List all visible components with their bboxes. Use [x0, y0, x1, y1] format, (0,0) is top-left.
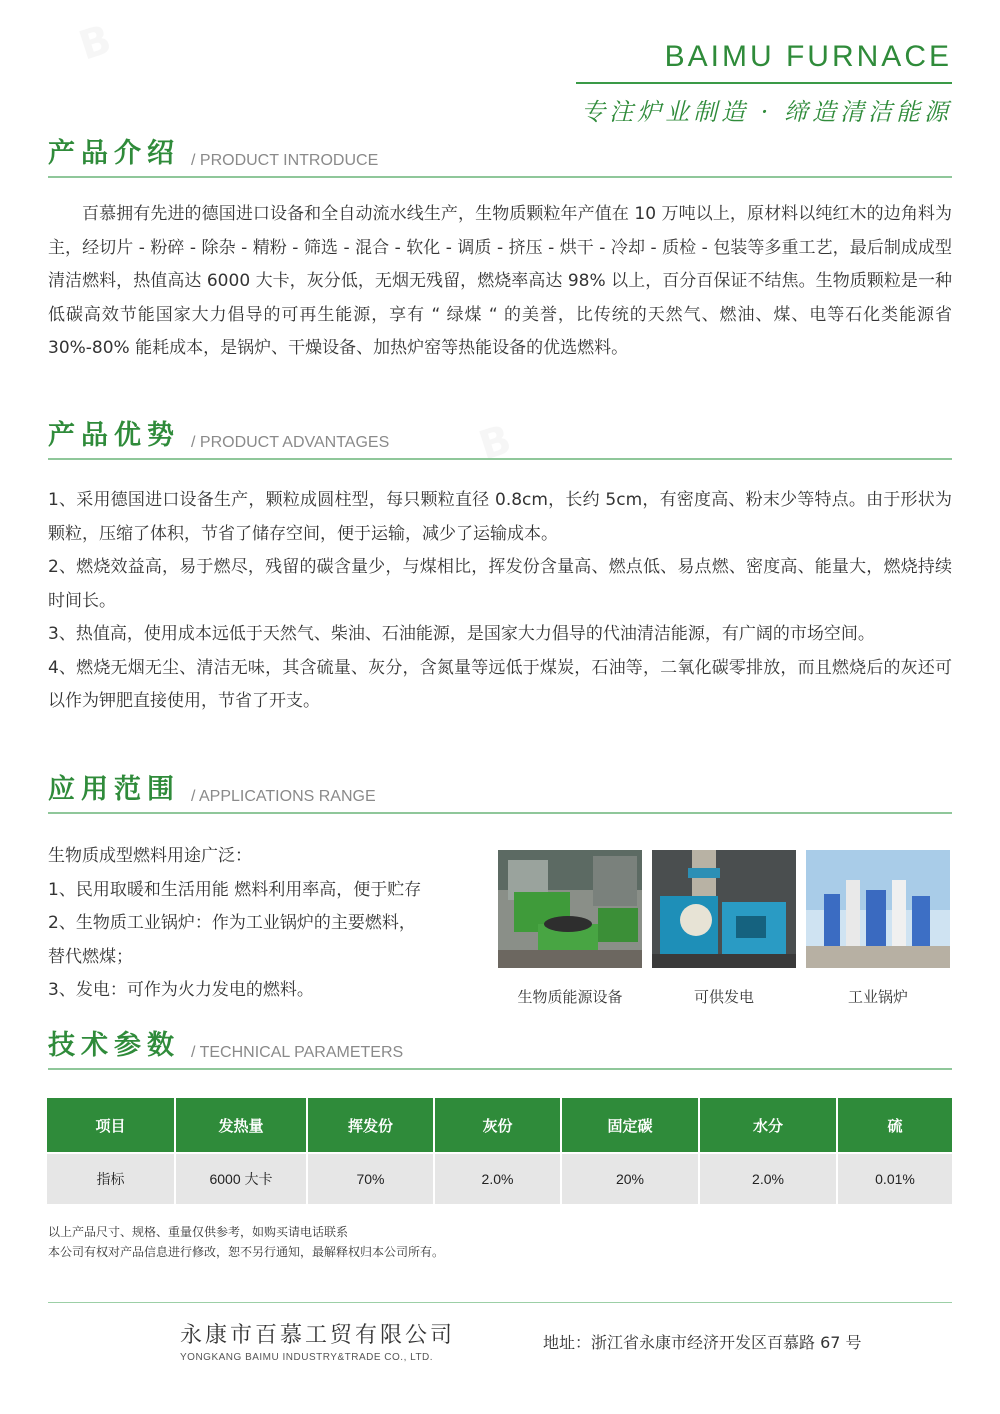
section-divider: [48, 176, 952, 178]
brand-tagline: 专注炉业制造 · 缔造清洁能源: [581, 98, 952, 126]
section-intro-heading: [48, 138, 952, 174]
section-title-cn: 产品介绍: [48, 138, 180, 169]
table-header-cell: 固定碳: [561, 1098, 699, 1152]
section-advantages-heading: [48, 420, 952, 456]
advantage-item: 2、燃烧效益高，易于燃尽，残留的碳含量少，与煤相比，挥发份含量高、燃点低、易点燃、密度高、能量大，燃烧持续时间长。: [48, 557, 952, 611]
footer-divider: [48, 1302, 952, 1303]
advantages-list: [48, 484, 952, 719]
section-divider: [48, 1068, 952, 1070]
watermark: [74, 16, 117, 69]
note-line: 本公司有权对产品信息进行修改，恕不另行通知，最解释权归本公司所有。: [48, 1245, 445, 1259]
company-name-cn: 永康市百慕工贸有限公司: [180, 1323, 456, 1348]
photo-caption: 工业锅炉: [847, 988, 908, 1006]
table-header-cell: 挥发份: [307, 1098, 434, 1152]
table-cell: 70%: [307, 1154, 434, 1204]
table-header-cell: 发热量: [175, 1098, 307, 1152]
photo-biomass-equipment: [498, 850, 642, 968]
section-title-en: / APPLICATIONS RANGE: [191, 788, 376, 805]
company-name-en: YONGKANG BAIMU INDUSTRY&TRADE CO., LTD.: [180, 1352, 434, 1363]
table-header-cell: 水分: [699, 1098, 837, 1152]
company-address: 地址：浙江省永康市经济开发区百慕路 67 号: [543, 1333, 862, 1352]
applications-list: [48, 840, 488, 1008]
photo-caption: 可供发电: [693, 988, 754, 1006]
brand-name: BAIMU FURNACE: [664, 40, 952, 73]
table-header-row: [47, 1098, 952, 1152]
table-cell: 0.01%: [837, 1154, 952, 1204]
section-title-en: / PRODUCT ADVANTAGES: [191, 434, 390, 451]
photo-caption: 生物质能源设备: [517, 988, 623, 1006]
note-line: 以上产品尺寸、规格、重量仅供参考，如购买请电话联系: [48, 1225, 349, 1239]
disclaimer-notes: [48, 1222, 444, 1262]
section-title-cn: 产品优势: [48, 420, 180, 451]
section-divider: [48, 812, 952, 814]
table-cell: 指标: [47, 1154, 175, 1204]
application-item: 3、发电：可作为火力发电的燃料。: [48, 980, 314, 1000]
params-table: [47, 1098, 952, 1204]
table-header-cell: 硫: [837, 1098, 952, 1152]
advantage-item: 3、热值高，使用成本远低于天然气、柴油、石油能源，是国家大力倡导的代油清洁能源，有广阔的市场空间。: [48, 624, 875, 644]
section-title-cn: 技术参数: [48, 1030, 180, 1061]
section-title-cn: 应用范围: [48, 774, 180, 805]
photo-industrial-boiler: [806, 850, 950, 968]
section-divider: [48, 458, 952, 460]
table-row: [47, 1154, 952, 1204]
table-header-cell: 项目: [47, 1098, 175, 1152]
table-cell: 20%: [561, 1154, 699, 1204]
brand-divider: [576, 82, 952, 84]
advantage-item: 1、采用德国进口设备生产，颗粒成圆柱型，每只颗粒直径 0.8cm，长约 5cm，有密度高、粉末少等特点。由于形状为颗粒，压缩了体积，节省了储存空间，便于运输，减少了运输成本。: [48, 490, 952, 544]
application-item: 1、民用取暖和生活用能 燃料利用率高，便于贮存: [48, 879, 422, 900]
application-item: 替代燃煤；: [48, 946, 133, 967]
advantage-item: 4、燃烧无烟无尘、清洁无味，其含硫量、灰分，含氮量等远低于煤炭，石油等，二氧化碳零排放，而且燃烧后的灰还可以作为钾肥直接使用，节省了开支。: [48, 657, 952, 711]
applications-lead: 生物质成型燃料用途广泛：: [48, 846, 252, 866]
section-title-en: / PRODUCT INTRODUCE: [191, 152, 379, 169]
photo-power-generation: [652, 850, 796, 968]
table-cell: 2.0%: [434, 1154, 561, 1204]
intro-body: [48, 198, 952, 366]
intro-paragraph: 百慕拥有先进的德国进口设备和全自动流水线生产，生物质颗粒年产值在 10 万吨以上，原材料以纯红木的边角料为主，经切片 - 粉碎 - 除杂 - 精粉 - 筛选 - 混合 - 软化 - 调质 - 挤压 - 烘干 - 冷却 - 质检 - 包装等多重工艺，最后制成成型清洁燃料，热值高达 6000 大卡，灰分低，无烟无残留，燃烧率高达 98% 以上，百分百保证不结焦。生物质颗粒是一种低碳高效节能国家大力倡导的可再生能源，享有 “ 绿煤 “ 的美誉，比传统的天然气、燃油、煤、电等石化类能源省 30%-80% 能耗成本，是锅炉、干燥设备、加热炉窑等热能设备的优选燃料。: [48, 204, 952, 358]
section-applications-heading: [48, 774, 952, 810]
application-item: 2、生物质工业锅炉：作为工业锅炉的主要燃料，: [48, 913, 416, 933]
section-params-heading: [48, 1030, 952, 1066]
table-cell: 2.0%: [699, 1154, 837, 1204]
section-title-en: / TECHNICAL PARAMETERS: [191, 1044, 404, 1061]
table-cell: 6000 大卡: [175, 1154, 307, 1204]
table-header-cell: 灰份: [434, 1098, 561, 1152]
